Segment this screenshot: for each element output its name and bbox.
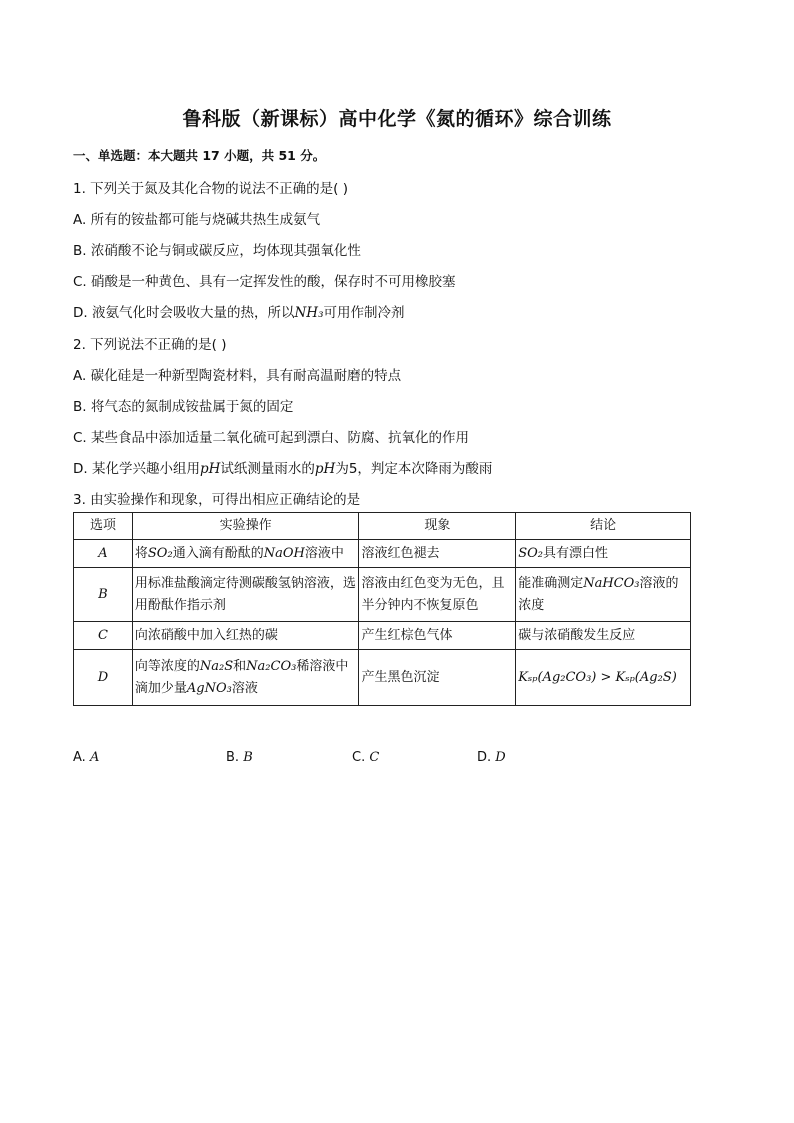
option-cell: A xyxy=(74,540,133,568)
option-cell: C xyxy=(74,622,133,650)
choice-value: D xyxy=(495,750,506,765)
text: 将 xyxy=(134,545,148,561)
formula: Na₂CO₃ xyxy=(246,658,297,674)
phenomenon-cell: 产生红棕色气体 xyxy=(359,622,516,650)
section-heading: 一、单选题：本大题共 17 小题，共 51 分。 xyxy=(73,148,326,163)
table-row xyxy=(74,568,691,622)
table-row xyxy=(74,540,691,568)
formula: AgNO₃ xyxy=(186,680,232,696)
formula: pH xyxy=(199,461,221,477)
table-header-row xyxy=(74,513,691,540)
option-cell: D xyxy=(74,650,133,706)
header-cell: 现象 xyxy=(359,513,516,540)
phenomenon-cell: 溶液由红色变为无色，且半分钟内不恢复原色 xyxy=(359,568,516,622)
text: 溶液的浓度 xyxy=(518,575,679,613)
question-2-option-b: B. 将气态的氮制成铵盐属于氮的固定 xyxy=(73,399,294,415)
answer-choice-a xyxy=(73,750,99,765)
formula: SO₂ xyxy=(518,545,543,561)
question-2-option-a: A. 碳化硅是一种新型陶瓷材料，具有耐高温耐磨的特点 xyxy=(73,368,402,384)
choice-value: A xyxy=(89,750,100,765)
header-cell: 结论 xyxy=(516,513,691,540)
text: 可用作制冷剂 xyxy=(323,305,405,321)
question-1-option-a: A. 所有的铵盐都可能与烧碱共热生成氨气 xyxy=(73,212,321,228)
question-2-stem: 2. 下列说法不正确的是( ) xyxy=(73,337,227,353)
text: 和 xyxy=(233,658,247,674)
text: 溶液 xyxy=(231,680,258,696)
text: 向等浓度的 xyxy=(134,658,200,674)
answer-choice-d xyxy=(477,750,506,765)
question-1-option-b: B. 浓硝酸不论与铜或碳反应，均体现其强氧化性 xyxy=(73,243,361,259)
phenomenon-cell: 溶液红色褪去 xyxy=(359,540,516,568)
operation-cell xyxy=(132,540,359,568)
operation-cell: 向浓硝酸中加入红热的碳 xyxy=(132,622,359,650)
conclusion-cell xyxy=(516,540,691,568)
formula: Na₂S xyxy=(199,658,234,674)
operation-cell xyxy=(132,650,359,706)
choice-label: B. xyxy=(226,750,240,765)
text: 通入滴有酚酞的 xyxy=(172,545,264,561)
formula: pH xyxy=(314,461,336,477)
text: D. 某化学兴趣小组用 xyxy=(73,461,200,477)
document-title: 鲁科版（新课标）高中化学《氮的循环》综合训练 xyxy=(182,108,612,130)
text: 具有漂白性 xyxy=(542,545,608,561)
answer-choice-b xyxy=(226,750,253,765)
conclusion-cell xyxy=(516,568,691,622)
question-1-option-d xyxy=(73,301,404,321)
text: 稀溶液中滴加少量 xyxy=(134,658,349,696)
answer-choice-c xyxy=(352,750,379,765)
text: 能准确测定 xyxy=(518,575,584,591)
header-cell: 实验操作 xyxy=(132,513,359,540)
choice-label: A. xyxy=(73,750,86,765)
choice-label: C. xyxy=(352,750,366,765)
conclusion-cell: 碳与浓硝酸发生反应 xyxy=(516,622,691,650)
phenomenon-cell: 产生黑色沉淀 xyxy=(359,650,516,706)
operation-cell: 用标准盐酸滴定待测碳酸氢钠溶液，选用酚酞作指示剂 xyxy=(132,568,359,622)
choice-value: B xyxy=(243,750,253,765)
text: 试纸测量雨水的 xyxy=(220,461,315,477)
formula: NaHCO₃ xyxy=(583,575,640,591)
question-1-option-c: C. 硝酸是一种黄色、具有一定挥发性的酸，保存时不可用橡胶塞 xyxy=(73,274,456,290)
text: D. 液氨气化时会吸收大量的热，所以 xyxy=(73,305,295,321)
experiment-table xyxy=(73,512,691,706)
question-1-stem: 1. 下列关于氮及其化合物的说法不正确的是( ) xyxy=(73,181,348,197)
conclusion-cell: Kₛₚ(Ag₂CO₃) > Kₛₚ(Ag₂S) xyxy=(516,650,691,706)
question-2-option-c: C. 某些食品中添加适量二氧化硫可起到漂白、防腐、抗氧化的作用 xyxy=(73,430,470,446)
choice-label: D. xyxy=(477,750,492,765)
formula: NH₃ xyxy=(294,305,324,321)
option-cell: B xyxy=(74,568,133,622)
text: 溶液中 xyxy=(304,545,344,561)
text: 为5，判定本次降雨为酸雨 xyxy=(335,461,493,477)
formula: SO₂ xyxy=(147,545,173,561)
question-2-option-d xyxy=(73,457,492,477)
table-row xyxy=(74,650,691,706)
table-row xyxy=(74,622,691,650)
formula: NaOH xyxy=(263,545,305,561)
choice-value: C xyxy=(369,750,380,765)
header-cell: 选项 xyxy=(74,513,133,540)
question-3-stem: 3. 由实验操作和现象，可得出相应正确结论的是 xyxy=(73,492,361,508)
